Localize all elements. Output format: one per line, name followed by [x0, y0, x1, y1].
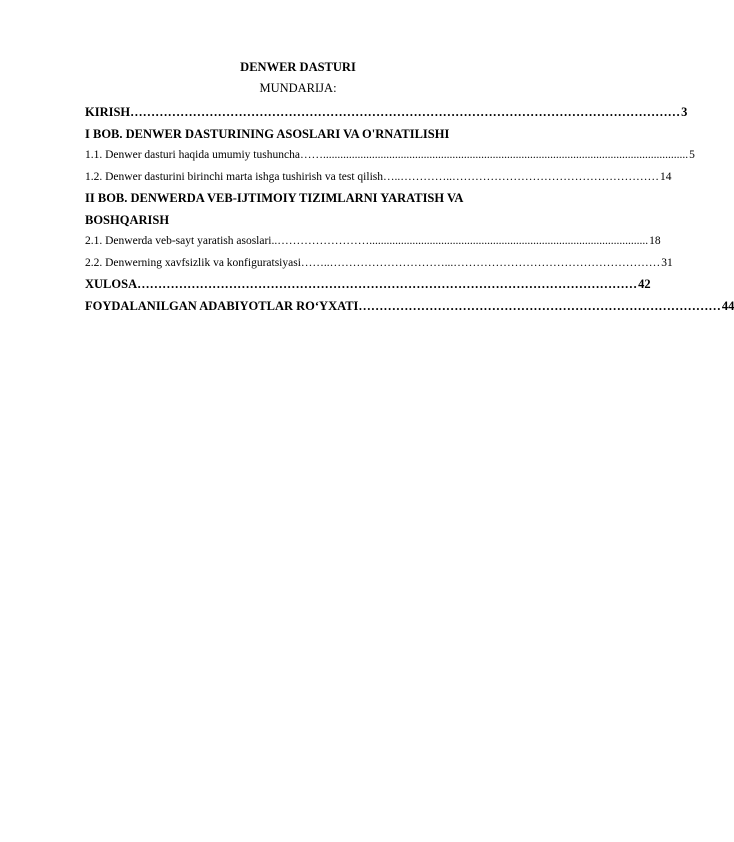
toc-leader-dots: ………………………………………………………………………………………………………… [137, 277, 638, 291]
toc-page-number: 3 [681, 105, 688, 119]
toc-entry-title: KIRISH [85, 105, 131, 119]
toc-leader-dots: ..……………………................................................................................................. [271, 235, 649, 247]
toc-entry-section-2-2 [85, 253, 673, 275]
toc-leader-dots: …………………………………………………………………………… [358, 298, 721, 313]
toc-leader-dots: ……............................................................................................................................... [299, 149, 689, 161]
toc-entry-title: I BOB. DENWER DASTURINING ASOSLARI VA O'RNATILISHI [85, 126, 450, 141]
toc-entry-title: FOYDALANILGAN ADABIYOTLAR RO‘YXATI [85, 298, 359, 313]
toc-page-number: 42 [638, 277, 651, 291]
toc-leader-dots: …..…………..……………………………………………… [383, 170, 659, 183]
toc-entry-adabiyotlar [85, 296, 734, 318]
toc-entry-chapter-2 [85, 188, 554, 231]
toc-entry-kirish [85, 102, 688, 124]
toc-entry-section-1-1 [85, 145, 695, 167]
table-of-contents [85, 102, 734, 317]
toc-entry-chapter-1 [85, 124, 554, 146]
toc-entry-section-1-2 [85, 167, 672, 189]
toc-entry-title: 2.1. Denwerda veb-sayt yaratish asoslari [85, 235, 272, 247]
toc-entry-section-2-1 [85, 231, 661, 253]
toc-page-number: 44 [721, 298, 734, 313]
toc-entry-title: 2.2. Denwerning xavfsizlik va konfiguratsiyasi [85, 256, 301, 269]
toc-entry-title-line-1: II BOB. DENWERDA VEB-IJTIMOIY TIZIMLARNI YARATISH VA [85, 191, 464, 205]
toc-page-number: 5 [689, 149, 695, 161]
toc-page-number: 18 [649, 235, 661, 247]
toc-page-number: 31 [661, 256, 673, 269]
toc-entry-xulosa [85, 274, 651, 296]
toc-entry-title: XULOSA [85, 277, 138, 291]
toc-page-number: 14 [660, 170, 672, 183]
toc-entry-title: 1.1. Denwer dasturi haqida umumiy tushuncha [85, 149, 300, 161]
toc-leader-dots: …………………………………………………………………………………………………………………… [130, 105, 681, 119]
toc-heading: MUNDARIJA: [259, 81, 337, 95]
toc-entry-title: 1.2. Denwer dasturini birinchi marta ishga tushirish va test qilish [85, 170, 383, 183]
toc-entry-title-line-2: BOSHQARISH [85, 212, 170, 227]
toc-leader-dots: ……..…………………………...……………………………………………… [300, 256, 661, 269]
document-title: DENWER DASTURI [240, 60, 356, 74]
